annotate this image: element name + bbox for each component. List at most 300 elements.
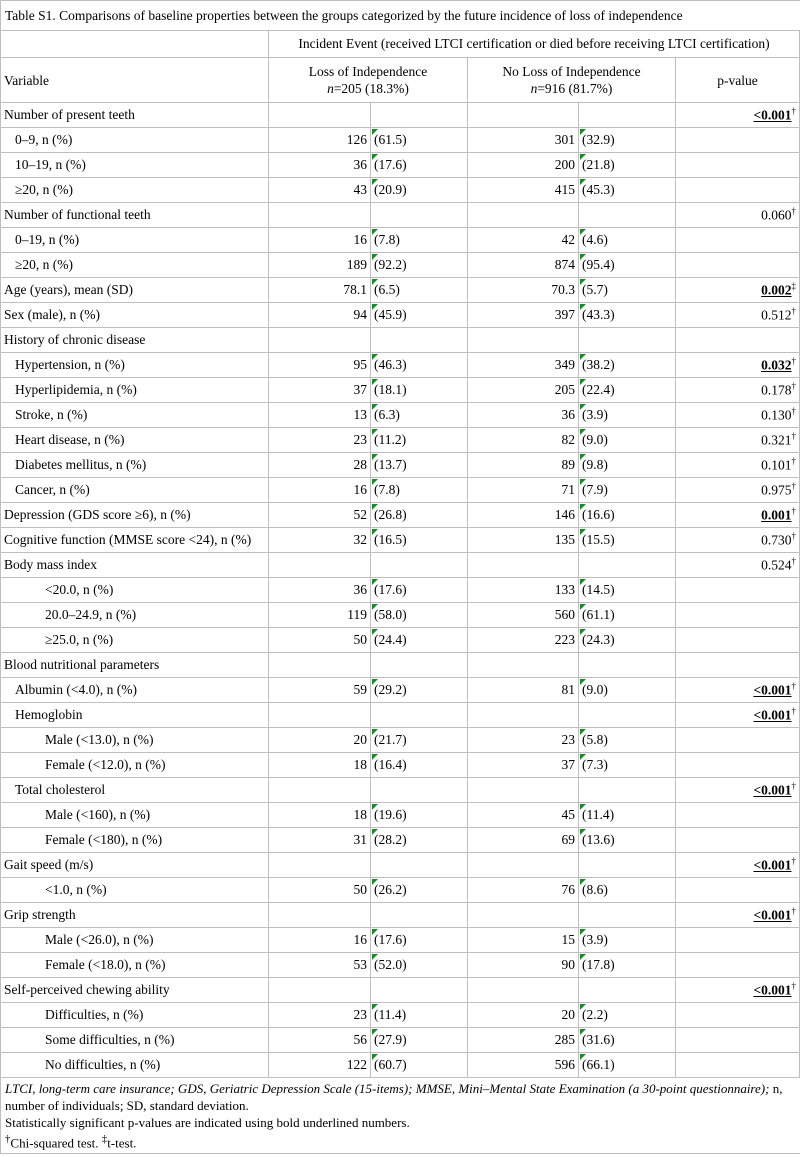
no-loss-independence-label: No Loss of Independence (502, 64, 641, 79)
empty-cell (371, 553, 468, 578)
no-loss-count-cell (468, 253, 579, 278)
row-label: 0–19, n (%) (1, 228, 269, 253)
no-loss-count-cell (468, 1053, 579, 1078)
empty-cell (676, 178, 800, 203)
cell-marker-icon (580, 279, 586, 285)
empty-cell (579, 328, 676, 353)
empty-cell (371, 653, 468, 678)
variable-header: Variable (1, 58, 269, 103)
row-label: Depression (GDS score ≥6), n (%) (1, 503, 269, 528)
row-label: Diabetes mellitus, n (%) (1, 453, 269, 478)
no-loss-percent-cell (579, 1028, 676, 1053)
pvalue-cell (676, 403, 800, 428)
empty-cell (579, 103, 676, 128)
empty-cell (371, 778, 468, 803)
no-loss-count: 560 (554, 607, 575, 622)
no-loss-percent-cell (579, 253, 676, 278)
dagger-mark: † (5, 1133, 11, 1145)
cell-marker-icon (580, 1054, 586, 1060)
empty-cell (676, 328, 800, 353)
cell-marker-icon (372, 404, 378, 410)
no-loss-percent: (95.4) (582, 257, 615, 272)
cell-marker-icon (372, 754, 378, 760)
no-loss-count: 349 (554, 357, 575, 372)
row-label: No difficulties, n (%) (1, 1053, 269, 1078)
cell-marker-icon (372, 579, 378, 585)
no-loss-percent-cell (579, 478, 676, 503)
no-loss-count-cell (468, 828, 579, 853)
pvalue-cell (676, 478, 800, 503)
empty-cell (371, 703, 468, 728)
no-loss-percent-cell (579, 428, 676, 453)
table-row (1, 678, 800, 703)
pvalue: 0.001 (761, 507, 792, 523)
loss-count-cell (269, 1028, 371, 1053)
table-row (1, 453, 800, 478)
loss-percent-cell (371, 253, 468, 278)
cell-marker-icon (372, 279, 378, 285)
empty-cell (269, 778, 371, 803)
loss-count: 37 (353, 382, 367, 397)
empty-cell (676, 578, 800, 603)
row-label: Female (<180), n (%) (1, 828, 269, 853)
test-mark: † (791, 981, 797, 992)
no-loss-percent: (17.8) (582, 957, 615, 972)
no-loss-percent-cell (579, 953, 676, 978)
test-mark: † (791, 306, 797, 317)
table-row (1, 878, 800, 903)
loss-count-cell (269, 753, 371, 778)
loss-percent-cell (371, 928, 468, 953)
loss-count-cell (269, 453, 371, 478)
cell-marker-icon (580, 304, 586, 310)
row-label: Age (years), mean (SD) (1, 278, 269, 303)
no-loss-count-cell (468, 403, 579, 428)
loss-count-cell (269, 678, 371, 703)
table-row (1, 253, 800, 278)
empty-cell (676, 128, 800, 153)
pvalue: 0.178 (761, 382, 792, 398)
loss-count-cell (269, 803, 371, 828)
no-loss-count: 397 (554, 307, 575, 322)
empty-cell (676, 1003, 800, 1028)
row-label: Body mass index (1, 553, 269, 578)
no-loss-percent: (11.4) (582, 807, 615, 822)
table-row (1, 303, 800, 328)
cell-marker-icon (372, 879, 378, 885)
loss-percent: (16.5) (374, 532, 407, 547)
loss-count: 78.1 (343, 282, 367, 297)
t-test-note: t-test. (107, 1135, 137, 1151)
row-label: 20.0–24.9, n (%) (1, 603, 269, 628)
no-loss-percent-cell (579, 928, 676, 953)
cell-marker-icon (372, 529, 378, 535)
loss-percent-cell (371, 1053, 468, 1078)
no-loss-count-cell (468, 178, 579, 203)
row-label: Hyperlipidemia, n (%) (1, 378, 269, 403)
empty-cell (676, 828, 800, 853)
row-label: History of chronic disease (1, 328, 269, 353)
row-label: Stroke, n (%) (1, 403, 269, 428)
loss-count-cell (269, 353, 371, 378)
row-label: 0–9, n (%) (1, 128, 269, 153)
no-loss-percent-cell (579, 153, 676, 178)
row-label: Difficulties, n (%) (1, 1003, 269, 1028)
table-row (1, 603, 800, 628)
cell-marker-icon (580, 804, 586, 810)
loss-count-cell (269, 428, 371, 453)
cell-marker-icon (580, 154, 586, 160)
no-loss-percent-cell (579, 303, 676, 328)
table-row (1, 853, 800, 878)
no-loss-percent-cell (579, 353, 676, 378)
table-row (1, 653, 800, 678)
loss-percent: (19.6) (374, 807, 407, 822)
pvalue: 0.130 (761, 407, 792, 423)
cell-marker-icon (372, 1029, 378, 1035)
no-loss-count-cell (468, 1028, 579, 1053)
cell-marker-icon (580, 829, 586, 835)
empty-cell (468, 103, 579, 128)
empty-cell (269, 703, 371, 728)
table-row (1, 1053, 800, 1078)
table-notes (0, 1077, 800, 1154)
cell-marker-icon (580, 429, 586, 435)
table-row (1, 1028, 800, 1053)
group-header: Incident Event (received LTCI certification or died before receiving LTCI certification) (269, 31, 800, 58)
loss-count-cell (269, 1003, 371, 1028)
empty-cell (269, 328, 371, 353)
pvalue: <0.001 (753, 782, 792, 798)
no-loss-count-cell (468, 1003, 579, 1028)
no-loss-count-cell (468, 578, 579, 603)
no-loss-percent: (61.1) (582, 607, 615, 622)
loss-count-cell (269, 928, 371, 953)
loss-count: 16 (353, 232, 367, 247)
pvalue-cell (676, 678, 800, 703)
no-loss-count-cell (468, 728, 579, 753)
table-row (1, 928, 800, 953)
no-loss-count: 133 (554, 582, 575, 597)
loss-count: 20 (353, 732, 367, 747)
test-mark: † (791, 106, 797, 117)
cell-marker-icon (580, 954, 586, 960)
loss-count: 50 (353, 882, 367, 897)
loss-percent: (17.6) (374, 157, 407, 172)
row-label: Cancer, n (%) (1, 478, 269, 503)
cell-marker-icon (580, 754, 586, 760)
cell-marker-icon (372, 1004, 378, 1010)
no-loss-count-cell (468, 478, 579, 503)
row-label: 10–19, n (%) (1, 153, 269, 178)
row-label: Grip strength (1, 903, 269, 928)
loss-percent-cell (371, 1003, 468, 1028)
no-loss-percent-cell (579, 528, 676, 553)
pvalue: 0.730 (761, 532, 792, 548)
no-loss-count: 70.3 (551, 282, 575, 297)
cell-marker-icon (372, 1054, 378, 1060)
no-loss-count: 874 (554, 257, 575, 272)
loss-percent: (7.8) (374, 232, 400, 247)
table-row (1, 428, 800, 453)
no-loss-percent-cell (579, 228, 676, 253)
loss-percent: (45.9) (374, 307, 407, 322)
no-loss-percent: (32.9) (582, 132, 615, 147)
no-loss-percent-cell (579, 1003, 676, 1028)
pvalue-cell (676, 978, 800, 1003)
table-row (1, 778, 800, 803)
empty-cell (468, 553, 579, 578)
table-row (1, 753, 800, 778)
loss-percent: (21.7) (374, 732, 407, 747)
loss-count: 43 (353, 182, 367, 197)
loss-count-cell (269, 153, 371, 178)
no-loss-count: 90 (561, 957, 575, 972)
cell-marker-icon (580, 1029, 586, 1035)
table-row (1, 903, 800, 928)
cell-marker-icon (580, 604, 586, 610)
test-mark: † (791, 481, 797, 492)
row-label: Self-perceived chewing ability (1, 978, 269, 1003)
row-label: Heart disease, n (%) (1, 428, 269, 453)
cell-marker-icon (372, 229, 378, 235)
no-loss-percent-cell (579, 178, 676, 203)
empty-cell (468, 653, 579, 678)
no-loss-count-cell (468, 528, 579, 553)
pvalue-cell (676, 203, 800, 228)
no-loss-percent: (5.7) (582, 282, 608, 297)
cell-marker-icon (580, 454, 586, 460)
cell-marker-icon (580, 229, 586, 235)
cell-marker-icon (580, 504, 586, 510)
loss-count-cell (269, 578, 371, 603)
no-loss-count-cell (468, 678, 579, 703)
cell-marker-icon (580, 879, 586, 885)
empty-cell (269, 203, 371, 228)
no-loss-percent-cell (579, 603, 676, 628)
pvalue: <0.001 (753, 907, 792, 923)
no-loss-count-cell (468, 228, 579, 253)
loss-count-cell (269, 403, 371, 428)
row-label: ≥20, n (%) (1, 253, 269, 278)
loss-count: 122 (346, 1057, 367, 1072)
no-loss-percent: (31.6) (582, 1032, 615, 1047)
header-blank-cell (1, 31, 269, 58)
no-loss-percent: (8.6) (582, 882, 608, 897)
row-label: Albumin (<4.0), n (%) (1, 678, 269, 703)
no-loss-percent: (9.0) (582, 432, 608, 447)
no-loss-count-cell (468, 603, 579, 628)
cell-marker-icon (372, 804, 378, 810)
loss-percent-cell (371, 828, 468, 853)
no-loss-count-cell (468, 453, 579, 478)
empty-cell (371, 203, 468, 228)
no-loss-count: 146 (554, 507, 575, 522)
test-mark: † (791, 781, 797, 792)
test-mark: † (791, 506, 797, 517)
cell-marker-icon (372, 154, 378, 160)
test-mark: † (791, 431, 797, 442)
test-mark: † (791, 206, 797, 217)
loss-percent-cell (371, 503, 468, 528)
pvalue-cell (676, 853, 800, 878)
empty-cell (468, 328, 579, 353)
empty-cell (468, 203, 579, 228)
pvalue: <0.001 (753, 707, 792, 723)
empty-cell (371, 328, 468, 353)
no-loss-percent-cell (579, 628, 676, 653)
loss-percent: (29.2) (374, 682, 407, 697)
loss-count: 16 (353, 482, 367, 497)
notes-abbrev-plain: n, number of individuals; SD, standard deviation. (5, 1081, 783, 1113)
loss-percent-cell (371, 178, 468, 203)
empty-cell (371, 103, 468, 128)
pvalue: 0.512 (761, 307, 792, 323)
loss-percent: (11.4) (374, 1007, 407, 1022)
cell-marker-icon (372, 604, 378, 610)
no-loss-percent: (7.3) (582, 757, 608, 772)
no-loss-count-cell (468, 753, 579, 778)
loss-count: 189 (346, 257, 367, 272)
loss-percent-cell (371, 728, 468, 753)
pvalue: <0.001 (753, 857, 792, 873)
test-mark: † (791, 906, 797, 917)
empty-cell (676, 803, 800, 828)
table-row (1, 803, 800, 828)
no-loss-n-symbol: n (530, 81, 538, 96)
row-label: Female (<12.0), n (%) (1, 753, 269, 778)
loss-percent-cell (371, 878, 468, 903)
cell-marker-icon (372, 254, 378, 260)
empty-cell (371, 903, 468, 928)
loss-count: 18 (353, 757, 367, 772)
no-loss-independence-header (468, 58, 676, 103)
no-loss-count-cell (468, 428, 579, 453)
header-row-1 (1, 31, 800, 58)
empty-cell (371, 978, 468, 1003)
loss-percent: (6.3) (374, 407, 400, 422)
no-loss-percent-cell (579, 828, 676, 853)
cell-marker-icon (372, 354, 378, 360)
loss-percent-cell (371, 528, 468, 553)
row-label: Sex (male), n (%) (1, 303, 269, 328)
empty-cell (676, 953, 800, 978)
empty-cell (468, 978, 579, 1003)
test-mark: † (791, 556, 797, 567)
pvalue-cell (676, 903, 800, 928)
no-loss-percent: (24.3) (582, 632, 615, 647)
no-loss-count: 71 (561, 482, 575, 497)
row-label: Hypertension, n (%) (1, 353, 269, 378)
table-row (1, 353, 800, 378)
pvalue-cell (676, 778, 800, 803)
loss-count: 52 (353, 507, 367, 522)
loss-percent: (26.8) (374, 507, 407, 522)
no-loss-count: 20 (561, 1007, 575, 1022)
no-loss-count: 15 (561, 932, 575, 947)
table-row (1, 203, 800, 228)
no-loss-percent-cell (579, 128, 676, 153)
cell-marker-icon (372, 179, 378, 185)
loss-percent: (60.7) (374, 1057, 407, 1072)
loss-percent-cell (371, 478, 468, 503)
empty-cell (676, 1053, 800, 1078)
loss-count-cell (269, 1053, 371, 1078)
pvalue: 0.975 (761, 482, 792, 498)
row-label: Number of present teeth (1, 103, 269, 128)
pvalue: 0.002 (761, 282, 792, 298)
loss-percent-cell (371, 1028, 468, 1053)
cell-marker-icon (372, 429, 378, 435)
empty-cell (676, 153, 800, 178)
no-loss-percent: (3.9) (582, 932, 608, 947)
no-loss-percent-cell (579, 803, 676, 828)
no-loss-count-cell (468, 378, 579, 403)
loss-percent: (20.9) (374, 182, 407, 197)
cell-marker-icon (372, 629, 378, 635)
double-dagger-mark: ‡ (101, 1133, 108, 1145)
no-loss-count-cell (468, 928, 579, 953)
loss-independence-header (269, 58, 468, 103)
no-loss-count-cell (468, 803, 579, 828)
empty-cell (468, 903, 579, 928)
no-loss-percent-cell (579, 878, 676, 903)
empty-cell (468, 853, 579, 878)
empty-cell (371, 853, 468, 878)
loss-percent-cell (371, 678, 468, 703)
loss-percent-cell (371, 228, 468, 253)
table-row (1, 103, 800, 128)
empty-cell (269, 853, 371, 878)
loss-count-cell (269, 303, 371, 328)
loss-percent: (24.4) (374, 632, 407, 647)
loss-count-cell (269, 178, 371, 203)
no-loss-percent: (2.2) (582, 1007, 608, 1022)
pvalue-cell (676, 428, 800, 453)
no-loss-count: 69 (561, 832, 575, 847)
pvalue-cell (676, 503, 800, 528)
empty-cell (676, 653, 800, 678)
pvalue-cell (676, 103, 800, 128)
pvalue-cell (676, 353, 800, 378)
cell-marker-icon (580, 1004, 586, 1010)
empty-cell (269, 903, 371, 928)
test-mark: ‡ (791, 281, 797, 292)
loss-percent-cell (371, 378, 468, 403)
table-row (1, 478, 800, 503)
loss-percent-cell (371, 578, 468, 603)
loss-count: 31 (353, 832, 367, 847)
loss-count-cell (269, 628, 371, 653)
empty-cell (676, 253, 800, 278)
loss-percent: (58.0) (374, 607, 407, 622)
loss-percent-cell (371, 153, 468, 178)
cell-marker-icon (372, 954, 378, 960)
pvalue: 0.032 (761, 357, 792, 373)
table-row (1, 153, 800, 178)
pvalue: 0.321 (761, 432, 792, 448)
cell-marker-icon (372, 929, 378, 935)
no-loss-count-cell (468, 303, 579, 328)
loss-percent: (26.2) (374, 882, 407, 897)
cell-marker-icon (580, 179, 586, 185)
loss-count-cell (269, 878, 371, 903)
test-mark: † (791, 706, 797, 717)
empty-cell (579, 703, 676, 728)
no-loss-percent-cell (579, 578, 676, 603)
loss-count: 56 (353, 1032, 367, 1047)
cell-marker-icon (580, 529, 586, 535)
